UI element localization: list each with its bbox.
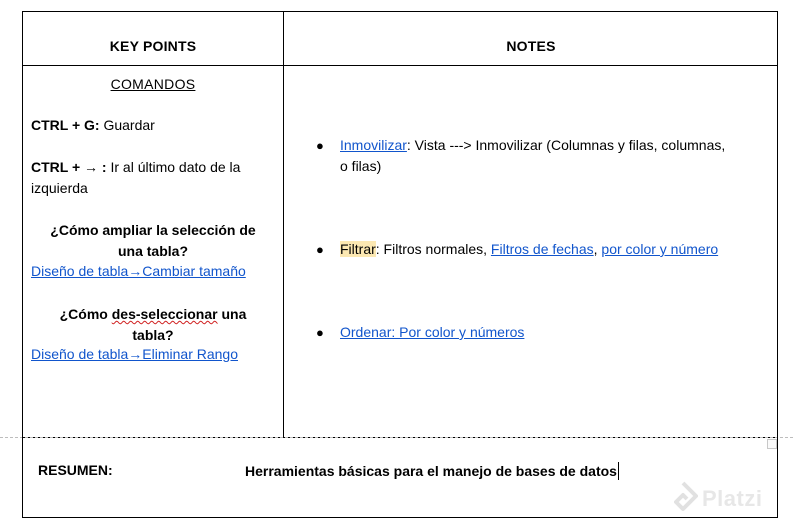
note-ordenar[interactable]: [340, 322, 770, 343]
highlighted-filtrar: Filtrar: [340, 241, 376, 257]
platzi-logo-icon: [668, 481, 698, 515]
text-cursor: [618, 462, 619, 480]
link-inmovilizar[interactable]: Inmovilizar: [340, 137, 407, 153]
command-save-key: CTRL + G:: [31, 117, 100, 133]
misspelled-word[interactable]: des-seleccionar: [111, 306, 218, 322]
column-divider: [283, 12, 284, 437]
question-deselect-pre: ¿Cómo: [59, 306, 112, 322]
question-expand-line1[interactable]: ¿Cómo ampliar la selección de: [50, 222, 256, 238]
question-deselect-line2[interactable]: tabla?: [132, 327, 174, 343]
notes-header[interactable]: NOTES: [506, 38, 556, 54]
command-save[interactable]: [31, 117, 155, 133]
command-last-data[interactable]: [31, 159, 240, 175]
link-remove-range[interactable]: Diseño de tabla→Eliminar Rango: [31, 346, 238, 362]
command-last-data-desc-cont[interactable]: izquierda: [31, 180, 88, 196]
cornell-notes-table: [22, 11, 778, 438]
bullet-icon: ●: [316, 242, 324, 257]
summary-box[interactable]: [22, 437, 778, 518]
link-date-filters[interactable]: Filtros de fechas: [490, 241, 594, 257]
watermark-text: Platzi: [702, 486, 763, 511]
link-resize-table[interactable]: Diseño de tabla→Cambiar tamaño: [31, 263, 246, 279]
note-filtrar[interactable]: [340, 239, 770, 260]
summary-text[interactable]: [245, 462, 619, 480]
summary-label: RESUMEN:: [38, 462, 113, 478]
bullet-icon: ●: [316, 138, 324, 153]
note-filtrar-sep: ,: [593, 241, 602, 257]
question-deselect-post: una: [217, 306, 247, 322]
question-expand-line2[interactable]: una tabla?: [117, 243, 188, 259]
link-color-number[interactable]: por color y número: [601, 241, 719, 257]
note-filtrar-text: : Filtros normales,: [375, 241, 491, 257]
note-inmovilizar-text-cont: o filas): [340, 158, 382, 174]
comandos-heading[interactable]: COMANDOS: [110, 76, 196, 92]
command-save-desc: Guardar: [99, 117, 155, 133]
summary-text-content: Herramientas básicas para el manejo de bases de datos: [245, 463, 617, 479]
bullet-icon: ●: [316, 325, 324, 340]
note-inmovilizar-text: : Vista ---> Inmovilizar (Columnas y filas, columnas,: [406, 137, 726, 153]
platzi-watermark: [668, 478, 788, 518]
note-inmovilizar[interactable]: [340, 135, 770, 177]
command-last-data-desc: Ir al último dato de la: [106, 159, 241, 175]
key-points-header[interactable]: KEY POINTS: [109, 38, 197, 54]
command-last-data-key: CTRL + → :: [31, 159, 107, 175]
link-ordenar[interactable]: Ordenar: Por color y números: [340, 324, 525, 340]
question-deselect-line1[interactable]: [23, 304, 283, 325]
